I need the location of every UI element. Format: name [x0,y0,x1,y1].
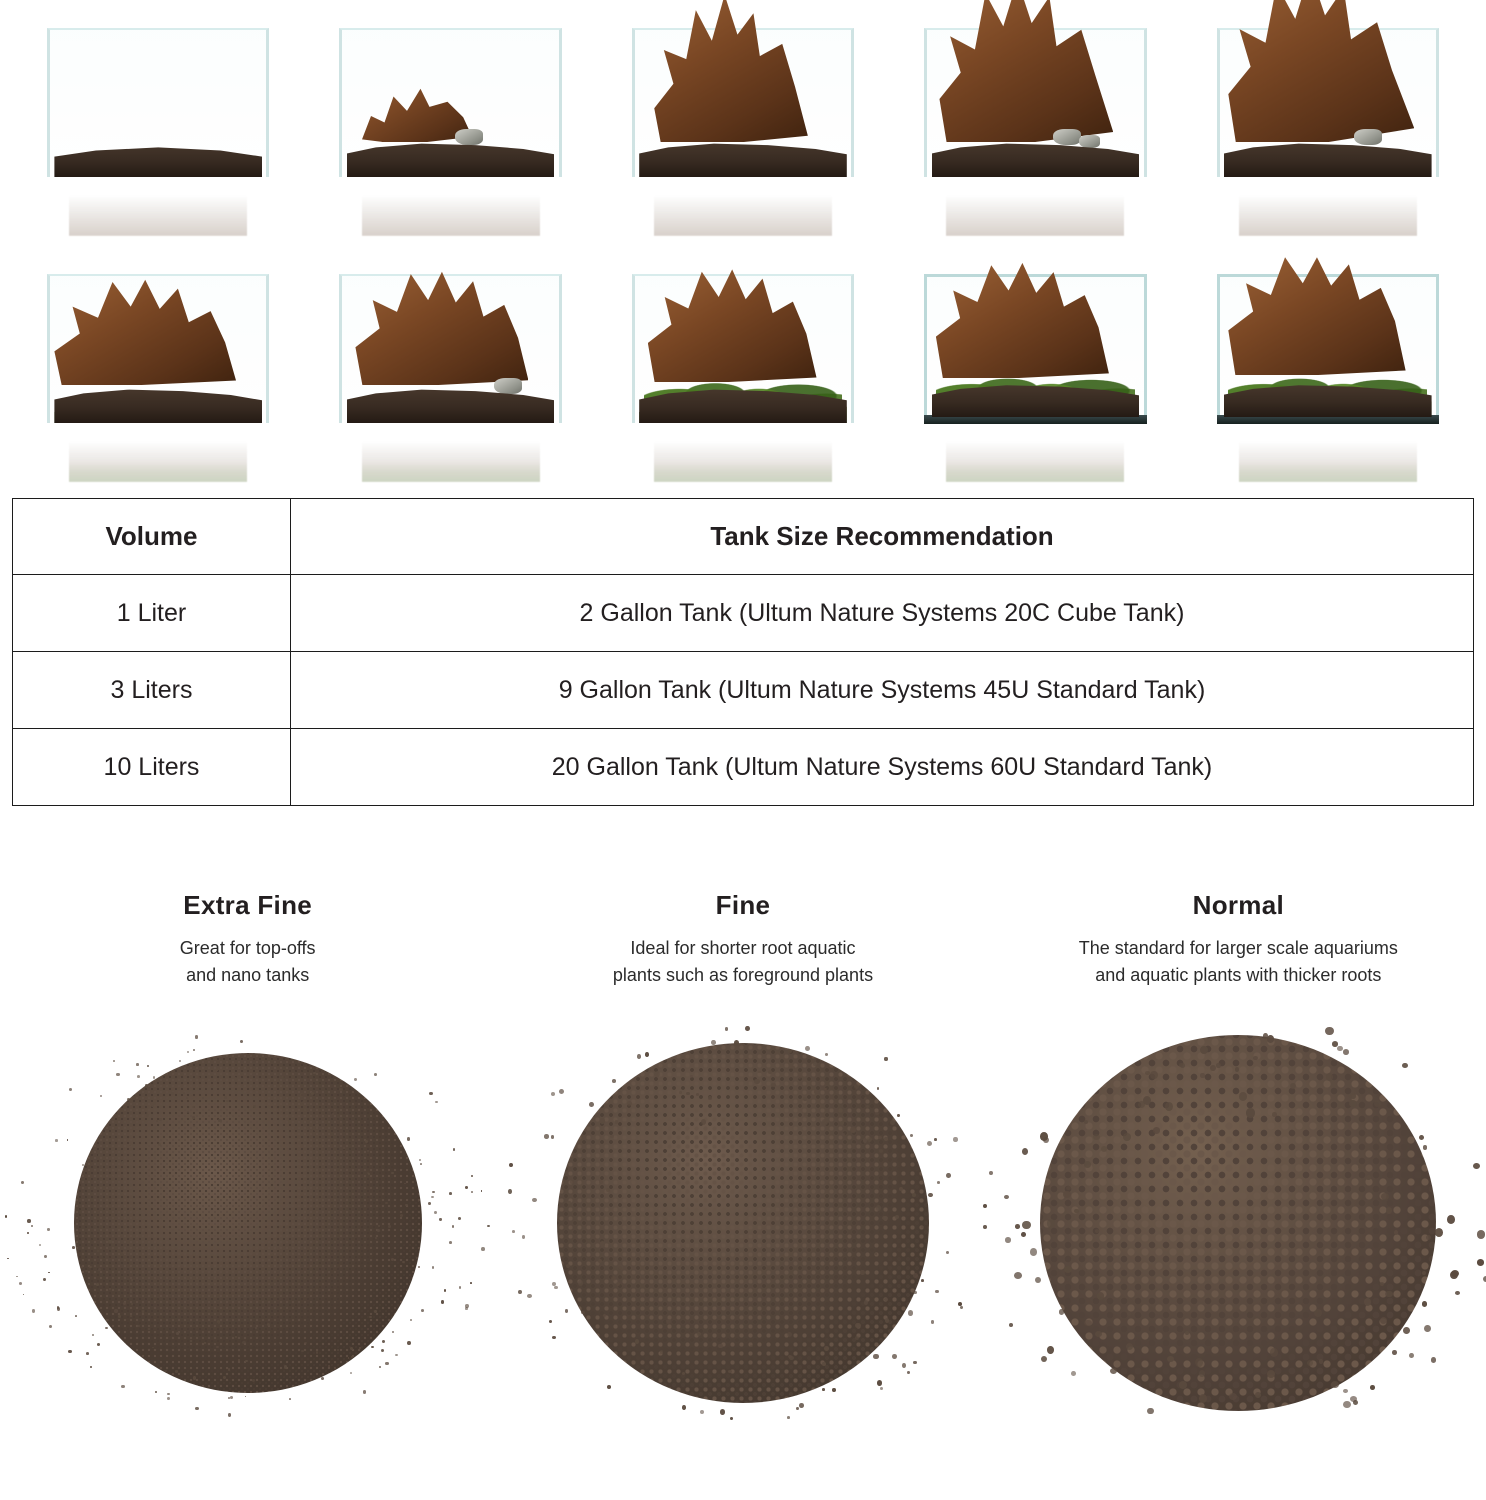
aquascape-photo-1 [12,0,304,246]
aquascape-gallery [0,0,1486,492]
tank-size-table [12,498,1474,806]
tank-glass [47,274,269,423]
grain-pile-extra-fine [0,1003,495,1443]
grain-description [991,935,1486,993]
column-header-recommendation: Tank Size Recommendation [291,499,1474,575]
cell-recommendation: 2 Gallon Tank (Ultum Nature Systems 20C Cube Tank) [291,575,1474,652]
tank-glass [339,274,561,423]
stone [1053,129,1081,145]
tank-reflection [1217,423,1439,482]
cell-recommendation: 9 Gallon Tank (Ultum Nature Systems 45U Standard Tank) [291,652,1474,729]
substrate-layer [54,385,262,423]
cell-volume: 3 Liters [13,652,291,729]
tank-reflection [1217,177,1439,236]
grain-description-line: plants such as foreground plants [612,965,874,985]
grain-description-line: Ideal for shorter root aquatic [630,938,856,958]
grain-description-line: and aquatic plants with thicker roots [1095,965,1382,985]
table-row [13,575,1474,652]
grain-title: Fine [715,890,771,920]
tank-glass [47,28,269,177]
column-header-volume: Volume [13,499,291,575]
tank-glass [1217,28,1439,177]
substrate-pile [557,1043,929,1403]
tank-reflection [339,423,561,482]
aquascape-photo-7 [304,246,596,492]
tank-reflection [632,423,854,482]
tank-glass [339,28,561,177]
table-row [13,652,1474,729]
grain-option-extra-fine [0,890,495,1443]
cell-volume: 1 Liter [13,575,291,652]
tank-reflection [47,423,269,482]
grain-option-normal [991,890,1486,1443]
tank-glass [924,28,1146,177]
cell-volume: 10 Liters [13,729,291,806]
substrate-layer [347,385,555,423]
substrate-layer [347,139,555,177]
tank-glass [632,28,854,177]
tank-glass [632,274,854,423]
table-header-row [13,499,1474,575]
tank-reflection [924,177,1146,236]
driftwood [936,0,1113,142]
grain-description [495,935,990,993]
cell-recommendation: 20 Gallon Tank (Ultum Nature Systems 60U Standard Tank) [291,729,1474,806]
aquascape-photo-8 [597,246,889,492]
aquascape-photo-9 [889,246,1181,492]
substrate-layer [639,139,847,177]
grain-description-line: Great for top-offs [179,938,316,958]
grain-pile-fine [495,1003,990,1443]
aquascape-photo-2 [304,0,596,246]
aquascape-photo-3 [597,0,889,246]
grain-title: Extra Fine [183,890,313,920]
stone [1354,129,1382,145]
grain-option-fine [495,890,990,1443]
tank-reflection [339,177,561,236]
driftwood [54,273,236,385]
stone [1079,135,1101,148]
tank-reflection [632,177,854,236]
tank-glass-filled [924,274,1146,423]
grain-pile-normal [991,1003,1486,1443]
substrate-pile [74,1053,422,1393]
driftwood [1228,0,1414,142]
grain-size-section [0,890,1486,1443]
grain-description [0,935,495,993]
substrate-pile [1040,1035,1436,1411]
aquascape-photo-5 [1182,0,1474,246]
grain-description-line: The standard for larger scale aquariums [1078,938,1398,958]
tank-glass-filled [1217,274,1439,423]
tank-reflection [924,423,1146,482]
aquascape-photo-4 [889,0,1181,246]
driftwood [355,267,528,385]
stone [494,378,522,394]
driftwood [648,0,808,142]
tank-size-table-wrapper [12,498,1474,806]
table-row [13,729,1474,806]
substrate-layer [54,139,262,177]
substrate-layer [1224,139,1432,177]
aquascape-photo-6 [12,246,304,492]
tank-reflection [47,177,269,236]
grain-description-line: and nano tanks [186,965,310,985]
stone [455,129,483,145]
grain-title: Normal [1192,890,1285,920]
aquascape-photo-10 [1182,246,1474,492]
substrate-layer [932,139,1140,177]
